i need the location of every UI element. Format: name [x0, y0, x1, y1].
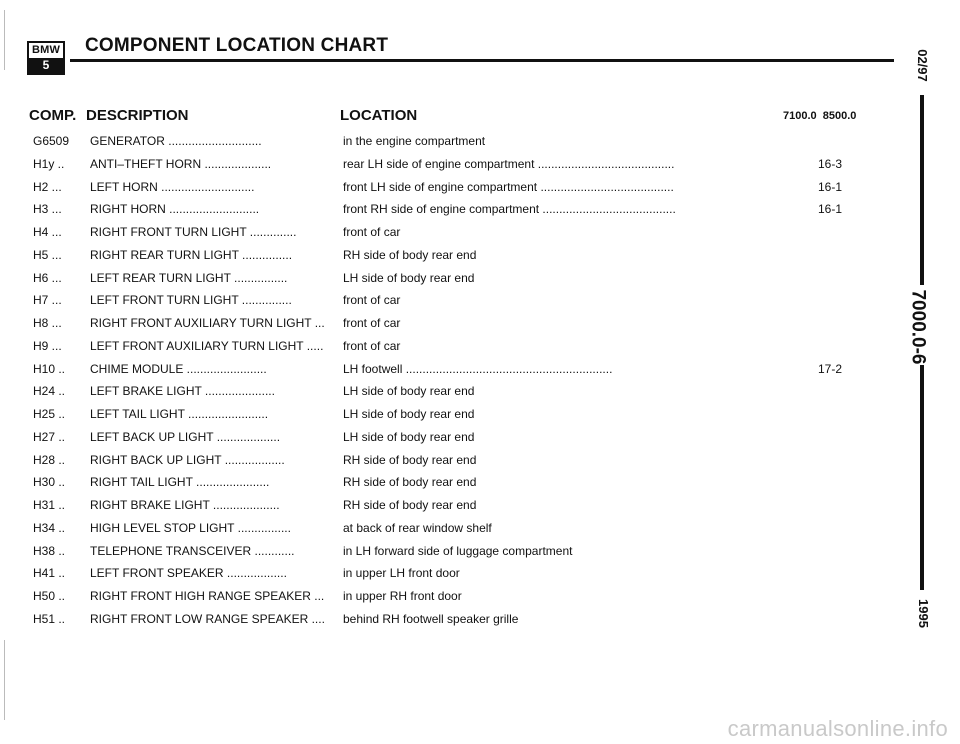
table-row [0, 335, 960, 358]
component-description: GENERATOR ............................ [90, 134, 262, 148]
component-description: RIGHT REAR TURN LIGHT ............... [90, 247, 293, 262]
component-code: H9 ... [33, 338, 62, 353]
component-location: at back of rear window shelf [343, 520, 492, 535]
table-row [0, 289, 960, 312]
table-row [0, 449, 960, 472]
component-code: H10 .. [33, 361, 66, 376]
component-location: front of car [343, 316, 401, 330]
component-description: RIGHT TAIL LIGHT ...................... [90, 475, 270, 490]
component-location: behind RH footwell speaker grille [343, 611, 519, 626]
table-row [0, 426, 960, 449]
table-row [0, 130, 960, 153]
component-location: LH side of body rear end [343, 270, 475, 285]
component-location: LH footwell .............................................................. [343, 361, 613, 376]
component-code: H2 ... [33, 179, 62, 194]
date-code: 02/97 [914, 49, 930, 82]
column-header-ref: 7100.0 8500.0 [783, 110, 857, 122]
component-code: H4 ... [33, 225, 62, 239]
component-location: front of car [343, 338, 401, 353]
component-description: HIGH LEVEL STOP LIGHT ................ [90, 520, 291, 535]
component-description: LEFT HORN ............................ [90, 179, 255, 194]
component-code: H5 ... [33, 247, 62, 262]
wiring-reference: 17-2 [818, 361, 843, 376]
component-code: H8 ... [33, 316, 62, 330]
component-code: H38 .. [33, 543, 66, 558]
component-description: RIGHT FRONT TURN LIGHT .............. [90, 225, 297, 239]
component-code: H51 .. [33, 611, 66, 626]
component-description: RIGHT HORN ........................... [90, 202, 260, 217]
component-location: rear LH side of engine compartment ......................................... [343, 156, 675, 171]
table-row [0, 176, 960, 199]
bmw-logo [27, 41, 65, 75]
component-code: G6509 [33, 134, 70, 148]
component-description: RIGHT FRONT HIGH RANGE SPEAKER ... [90, 589, 325, 603]
component-description: LEFT BACK UP LIGHT ................... [90, 429, 281, 444]
table-row [0, 471, 960, 494]
component-location: front of car [343, 225, 401, 239]
component-description: ANTI–THEFT HORN .................... [90, 156, 272, 171]
title-rule [70, 59, 894, 62]
component-description: LEFT BRAKE LIGHT ..................... [90, 384, 275, 399]
component-code: H34 .. [33, 520, 66, 535]
component-location: in LH forward side of luggage compartment [343, 543, 573, 558]
margin-mark [4, 10, 5, 70]
component-location: LH side of body rear end [343, 429, 475, 444]
page-title: COMPONENT LOCATION CHART [85, 35, 389, 56]
table-row [0, 540, 960, 563]
component-location: RH side of body rear end [343, 498, 477, 512]
column-header-location: LOCATION [340, 107, 418, 124]
component-description: LEFT FRONT AUXILIARY TURN LIGHT ..... [90, 338, 324, 353]
table-row [0, 267, 960, 290]
component-location: RH side of body rear end [343, 452, 477, 467]
component-code: H31 .. [33, 498, 66, 512]
component-code: H30 .. [33, 475, 66, 490]
component-description: RIGHT BACK UP LIGHT .................. [90, 452, 285, 467]
component-location: LH side of body rear end [343, 384, 475, 399]
component-code: H7 ... [33, 293, 62, 308]
component-location: in upper LH front door [343, 566, 460, 581]
wiring-reference: 16-1 [818, 179, 843, 194]
logo-series: 5 [29, 58, 63, 73]
component-code: H1y .. [33, 156, 65, 171]
component-location: RH side of body rear end [343, 247, 477, 262]
wiring-reference: 16-3 [818, 156, 843, 171]
component-description: LEFT REAR TURN LIGHT ................ [90, 270, 288, 285]
year-label: 1995 [915, 599, 931, 628]
component-code: H41 .. [33, 566, 66, 581]
component-description: LEFT FRONT SPEAKER .................. [90, 566, 287, 581]
component-location: in upper RH front door [343, 589, 462, 603]
table-row [0, 403, 960, 426]
table-row [0, 608, 960, 631]
component-code: H3 ... [33, 202, 62, 217]
table-row [0, 198, 960, 221]
component-description: TELEPHONE TRANSCEIVER ............ [90, 543, 295, 558]
component-location: LH side of body rear end [343, 407, 475, 421]
component-description: CHIME MODULE ........................ [90, 361, 267, 376]
column-header-comp: COMP. [29, 107, 77, 124]
component-description: RIGHT FRONT AUXILIARY TURN LIGHT ... [90, 316, 325, 330]
component-code: H28 .. [33, 452, 66, 467]
table-row [0, 585, 960, 608]
watermark: carmanualsonline.info [727, 716, 948, 741]
component-location: front RH side of engine compartment ........................................ [343, 202, 676, 217]
component-description: RIGHT FRONT LOW RANGE SPEAKER .... [90, 611, 325, 626]
component-description: RIGHT BRAKE LIGHT .................... [90, 498, 280, 512]
spine-bar-top [920, 95, 924, 285]
component-location: RH side of body rear end [343, 475, 477, 490]
table-row [0, 517, 960, 540]
table-row [0, 312, 960, 335]
section-number: 7000.0-6 [907, 289, 929, 365]
component-code: H24 .. [33, 384, 66, 399]
component-location: front of car [343, 293, 401, 308]
table-row [0, 221, 960, 244]
table-row [0, 153, 960, 176]
component-description: LEFT TAIL LIGHT ........................ [90, 407, 269, 421]
component-code: H50 .. [33, 589, 66, 603]
component-location: front LH side of engine compartment ........................................ [343, 179, 674, 194]
spine-bar-bottom [920, 365, 924, 590]
table-row [0, 562, 960, 585]
component-code: H25 .. [33, 407, 66, 421]
table-row [0, 380, 960, 403]
column-header-description: DESCRIPTION [86, 107, 189, 124]
wiring-reference: 16-1 [818, 202, 843, 217]
component-description: LEFT FRONT TURN LIGHT ............... [90, 293, 292, 308]
component-code: H6 ... [33, 270, 62, 285]
table-row [0, 244, 960, 267]
table-row [0, 494, 960, 517]
margin-mark [4, 640, 5, 720]
component-location: in the engine compartment [343, 134, 486, 148]
component-table [0, 130, 960, 631]
logo-text: BMW [29, 43, 63, 60]
table-row [0, 358, 960, 381]
component-code: H27 .. [33, 429, 66, 444]
